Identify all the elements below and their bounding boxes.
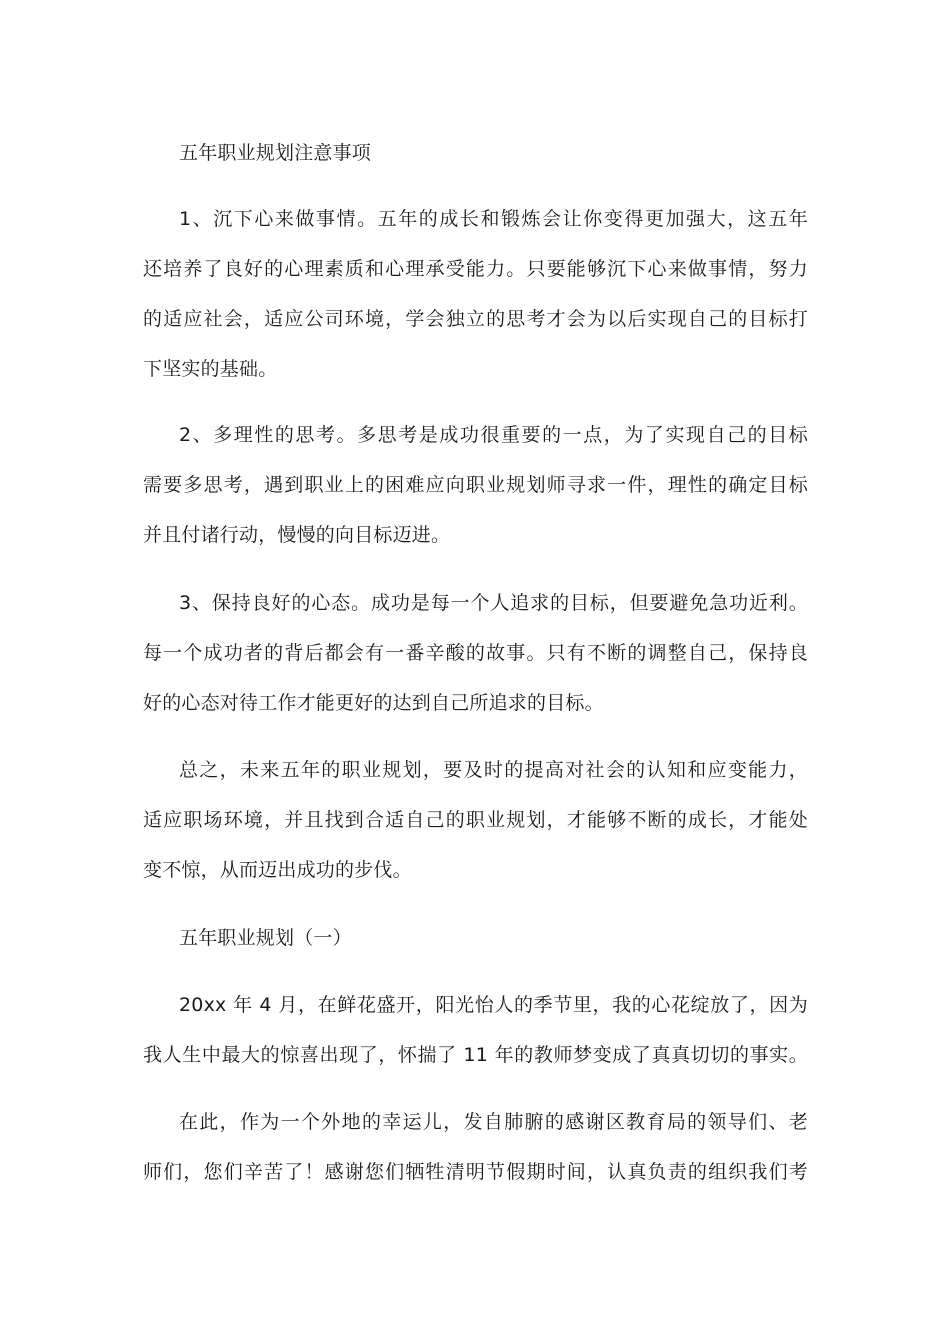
text-line: 变不惊，从而迈出成功的步伐。 <box>143 859 412 881</box>
text-line: 总之，未来五年的职业规划，要及时的提高对社会的认知和应变能力， <box>179 759 808 781</box>
text-line: 好的心态对待工作才能更好的达到自己所追求的目标。 <box>143 692 604 714</box>
text-line: 我人生中最大的惊喜出现了，怀揣了 11 年的教师梦变成了真真切切的事实。 <box>143 1044 808 1066</box>
text-line: 2、多理性的思考。多思考是成功很重要的一点，为了实现自己的目标 <box>179 424 808 446</box>
text-line: 3、保持良好的心态。成功是每一个人追求的目标，但要避免急功近利。 <box>179 592 808 614</box>
text-line: 的适应社会，适应公司环境，学会独立的思考才会为以后实现自己的目标打 <box>143 308 808 330</box>
text-line: 1、沉下心来做事情。五年的成长和锻炼会让你变得更加强大，这五年 <box>179 208 808 230</box>
text-line: 还培养了良好的心理素质和心理承受能力。只要能够沉下心来做事情，努力 <box>143 258 808 280</box>
text-line: 并且付诸行动，慢慢的向目标迈进。 <box>143 524 451 546</box>
text-line: 下坚实的基础。 <box>143 358 278 380</box>
section-heading: 五年职业规划（一） <box>179 927 352 949</box>
section-heading: 五年职业规划注意事项 <box>179 142 372 164</box>
text-line: 在此，作为一个外地的幸运儿，发自肺腑的感谢区教育局的领导们、老 <box>179 1111 808 1133</box>
text-line: 每一个成功者的背后都会有一番辛酸的故事。只有不断的调整自己，保持良 <box>143 642 808 664</box>
text-line: 20xx 年 4 月，在鲜花盛开，阳光怡人的季节里，我的心花绽放了，因为 <box>179 994 808 1016</box>
text-line: 适应职场环境，并且找到合适自己的职业规划，才能够不断的成长，才能处 <box>143 809 808 831</box>
text-line: 师们，您们辛苦了！感谢您们牺牲清明节假期时间，认真负责的组织我们考 <box>143 1161 808 1183</box>
text-line: 需要多思考，遇到职业上的困难应向职业规划师寻求一件，理性的确定目标 <box>143 474 808 496</box>
